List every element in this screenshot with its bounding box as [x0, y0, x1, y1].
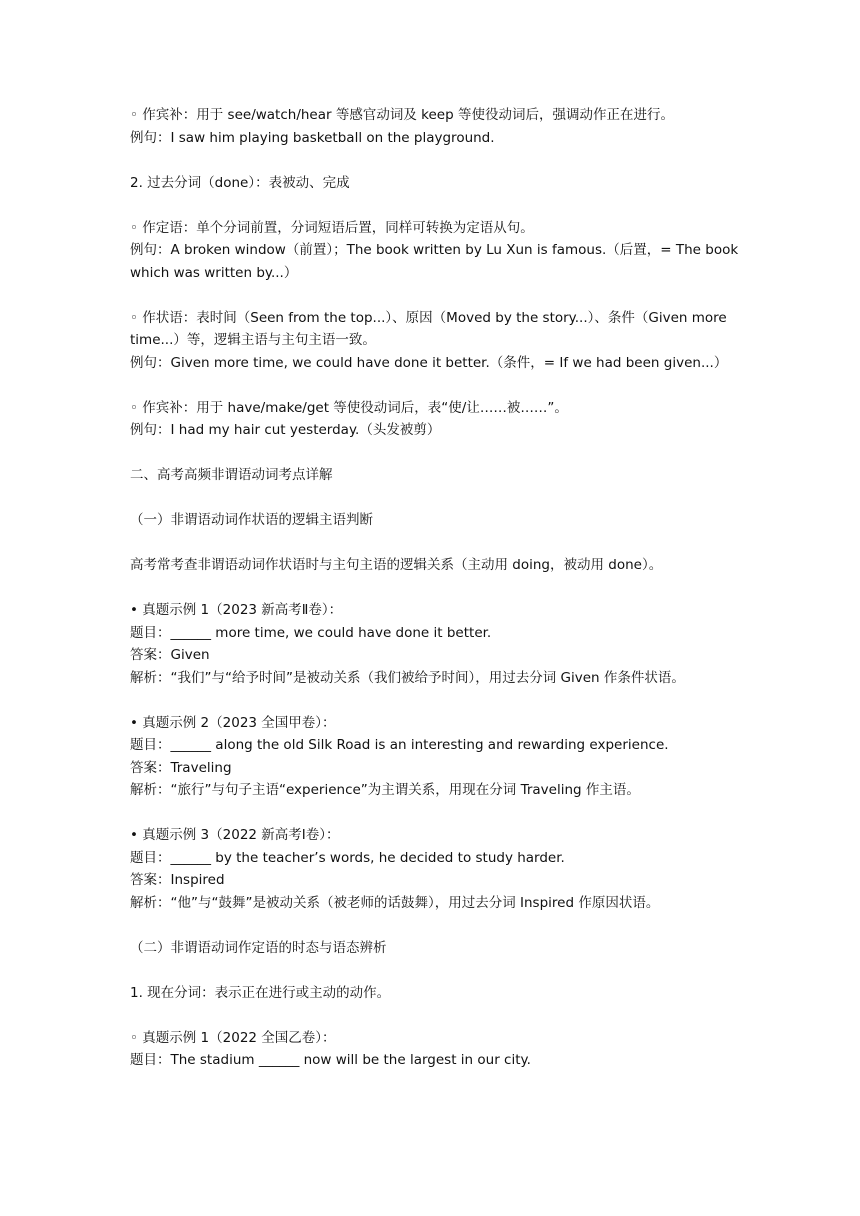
blank-line: [130, 1004, 740, 1027]
text-line: 答案：Traveling: [130, 759, 232, 776]
blank-line: [130, 284, 740, 307]
blank-line: [130, 487, 740, 510]
text-line: 例句：Given more time, we could have done it better.（条件，= If we had been given...）: [130, 354, 728, 371]
text-line: • 真题示例 1（2023 新高考Ⅱ卷）：: [130, 602, 343, 618]
text-line: 题目：______ along the old Silk Road is an interesting and rewarding experience.: [130, 737, 669, 753]
text-line: （二）非谓语动词作定语的时态与语态辨析: [130, 939, 387, 956]
blank-line: [130, 914, 740, 937]
text-line: 解析：“我们”与“给予时间”是被动关系（我们被给予时间），用过去分词 Given 作条件状语。: [130, 669, 685, 686]
text-line: 题目：______ by the teacher’s words, he decided to study harder.: [130, 849, 565, 866]
text-line: ◦ 真题示例 1（2022 全国乙卷）：: [130, 1029, 336, 1046]
blank-line: [130, 577, 740, 600]
text-line: ◦ 作状语：表时间（Seen from the top...）、原因（Moved by the story...）、条件（Given more time...）等，逻辑主语与主句主语一致。: [130, 309, 727, 348]
text-line: 2. 过去分词（done）：表被动、完成: [130, 174, 350, 191]
text-line: 例句：A broken window（前置）；The book written by Lu Xun is famous.（后置，= The book which was written by...）: [130, 242, 739, 281]
text-line: • 真题示例 3（2022 新高考Ⅰ卷）：: [130, 827, 340, 843]
blank-line: [130, 802, 740, 825]
text-line: • 真题示例 2（2023 全国甲卷）：: [130, 714, 336, 731]
text-line: （一）非谓语动词作状语的逻辑主语判断: [130, 512, 373, 528]
blank-line: [130, 374, 740, 397]
blank-line: [130, 959, 740, 982]
text-line: ◦ 作定语：单个分词前置，分词短语后置，同样可转换为定语从句。: [130, 219, 534, 236]
text-line: ◦ 作宾补：用于 see/watch/hear 等感官动词及 keep 等使役动词后，强调动作正在进行。: [130, 107, 674, 123]
text-line: 解析：“他”与“鼓舞”是被动关系（被老师的话鼓舞），用过去分词 Inspired 作原因状语。: [130, 894, 660, 911]
text-line: 例句：I saw him playing basketball on the playground.: [130, 129, 495, 146]
blank-line: [130, 689, 740, 712]
blank-line: [130, 532, 740, 555]
text-line: 解析：“旅行”与句子主语“experience”为主谓关系，用现在分词 Traveling 作主语。: [130, 782, 640, 798]
text-line: 答案：Inspired: [130, 872, 225, 888]
text-line: 题目：The stadium ______ now will be the largest in our city.: [130, 1052, 531, 1068]
blank-line: [130, 194, 740, 217]
text-line: ◦ 作宾补：用于 have/make/get 等使役动词后，表“使/让……被……”。: [130, 399, 568, 416]
text-line: 例句：I had my hair cut yesterday.（头发被剪）: [130, 422, 441, 438]
blank-line: [130, 442, 740, 465]
text-line: 高考常考查非谓语动词作状语时与主句主语的逻辑关系（主动用 doing，被动用 done）。: [130, 557, 663, 573]
text-line: 答案：Given: [130, 647, 210, 663]
text-line: 二、高考高频非谓语动词考点详解: [130, 467, 333, 483]
document-body: [130, 104, 740, 1072]
text-line: 1. 现在分词：表示正在进行或主动的动作。: [130, 984, 391, 1001]
text-line: 题目：______ more time, we could have done it better.: [130, 624, 492, 641]
blank-line: [130, 149, 740, 172]
